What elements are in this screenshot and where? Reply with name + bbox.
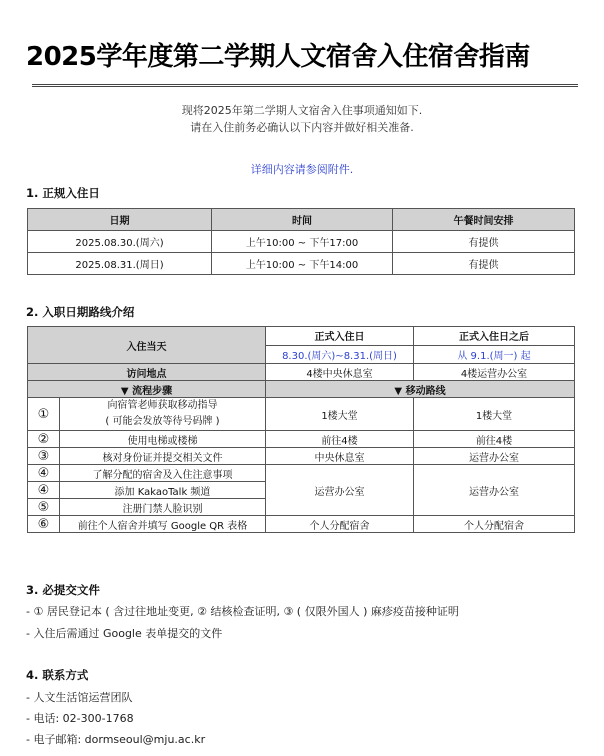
section2-heading: 2. 入职日期路线介绍 [26, 305, 135, 319]
cell-time: 上午10:00 ~ 下午14:00 [212, 253, 393, 275]
step-regular: 前往4楼 [266, 431, 414, 448]
cell-time: 上午10:00 ~ 下午17:00 [212, 231, 393, 253]
table-row [28, 448, 575, 465]
checkin-date-table [27, 208, 575, 275]
after-day-title: 正式入住日之后 [414, 327, 575, 346]
docs-line-1: - ① 居民登记本 ( 含过往地址变更, ② 结核检查证明, ③ ( 仅限外国人 ) 麻疹疫苗接种证明 [26, 605, 459, 618]
col-header-lunch: 午餐时间安排 [393, 209, 575, 231]
step-after: 前往4楼 [414, 431, 575, 448]
flow-steps-label: ▼ 流程步骤 [28, 381, 266, 398]
table-row [28, 465, 575, 482]
docs-line-2: - 入住后需通过 Google 表单提交的文件 [26, 627, 223, 640]
step-text: 前往个人宿舍并填写 Google QR 表格 [60, 516, 266, 533]
step-text: 了解分配的宿舍及入住注意事项 [60, 465, 266, 482]
see-attachment-link[interactable]: 详细内容请参阅附件. [250, 163, 354, 176]
step-text: 注册门禁人脸识别 [60, 499, 266, 516]
col-header-time: 时间 [212, 209, 393, 231]
regular-day-dates: 8.30.(周六)~8.31.(周日) [266, 345, 414, 364]
step-regular: 个人分配宿舍 [266, 516, 414, 533]
step-number: ④ [28, 482, 60, 499]
step-regular: 运营办公室 [266, 465, 414, 516]
after-day-dates: 从 9.1.(周一) 起 [414, 345, 575, 364]
step-text [60, 398, 266, 431]
cell-lunch: 有提供 [393, 253, 575, 275]
cell-lunch: 有提供 [393, 231, 575, 253]
cell-date: 2025.08.31.(周日) [28, 253, 212, 275]
step-text-line: 向宿管老师获取移动指导 [107, 400, 218, 411]
contact-phone: - 电话: 02-300-1768 [26, 712, 134, 725]
step-text: 核对身份证并提交相关文件 [60, 448, 266, 465]
col-header-date: 日期 [28, 209, 212, 231]
visit-place-label: 访问地点 [28, 364, 266, 381]
visit-regular: 4楼中央休息室 [266, 364, 414, 381]
step-number: ③ [28, 448, 60, 465]
visit-after: 4楼运营办公室 [414, 364, 575, 381]
move-route-label: ▼ 移动路线 [266, 381, 575, 398]
checkin-day-label: 入住当天 [28, 327, 266, 364]
step-regular: 1楼大堂 [266, 398, 414, 431]
title-divider [32, 84, 578, 87]
contact-team: - 人文生活馆运营团队 [26, 691, 133, 704]
section4-heading: 4. 联系方式 [26, 668, 89, 682]
route-table [27, 326, 575, 533]
section1-heading: 1. 正规入住日 [26, 186, 100, 200]
table-row [28, 431, 575, 448]
cell-date: 2025.08.30.(周六) [28, 231, 212, 253]
table-row [28, 231, 575, 253]
intro-line-1: 现将2025年第二学期人文宿舍入住事项通知如下. [181, 104, 423, 117]
step-text-note: ( 可能会发放等待号码牌 ) [105, 416, 220, 427]
step-after: 个人分配宿舍 [414, 516, 575, 533]
step-number: ⑤ [28, 499, 60, 516]
step-number: ④ [28, 465, 60, 482]
step-after: 运营办公室 [414, 448, 575, 465]
step-after: 运营办公室 [414, 465, 575, 516]
contact-email[interactable]: - 电子邮箱: dormseoul@mju.ac.kr [26, 733, 206, 746]
page-title: 2025学年度第二学期人文宿舍入住宿舍指南 [26, 42, 530, 72]
regular-day-title: 正式入住日 [266, 327, 414, 346]
step-number: ① [28, 398, 60, 431]
intro-line-2: 请在入住前务必确认以下内容并做好相关准备. [190, 121, 414, 134]
step-number: ② [28, 431, 60, 448]
step-after: 1楼大堂 [414, 398, 575, 431]
step-text: 添加 KakaoTalk 频道 [60, 482, 266, 499]
step-text: 使用电梯或楼梯 [60, 431, 266, 448]
table-row [28, 253, 575, 275]
table-row [28, 516, 575, 533]
section3-heading: 3. 必提交文件 [26, 583, 100, 597]
step-number: ⑥ [28, 516, 60, 533]
step-regular: 中央休息室 [266, 448, 414, 465]
table-row [28, 398, 575, 431]
